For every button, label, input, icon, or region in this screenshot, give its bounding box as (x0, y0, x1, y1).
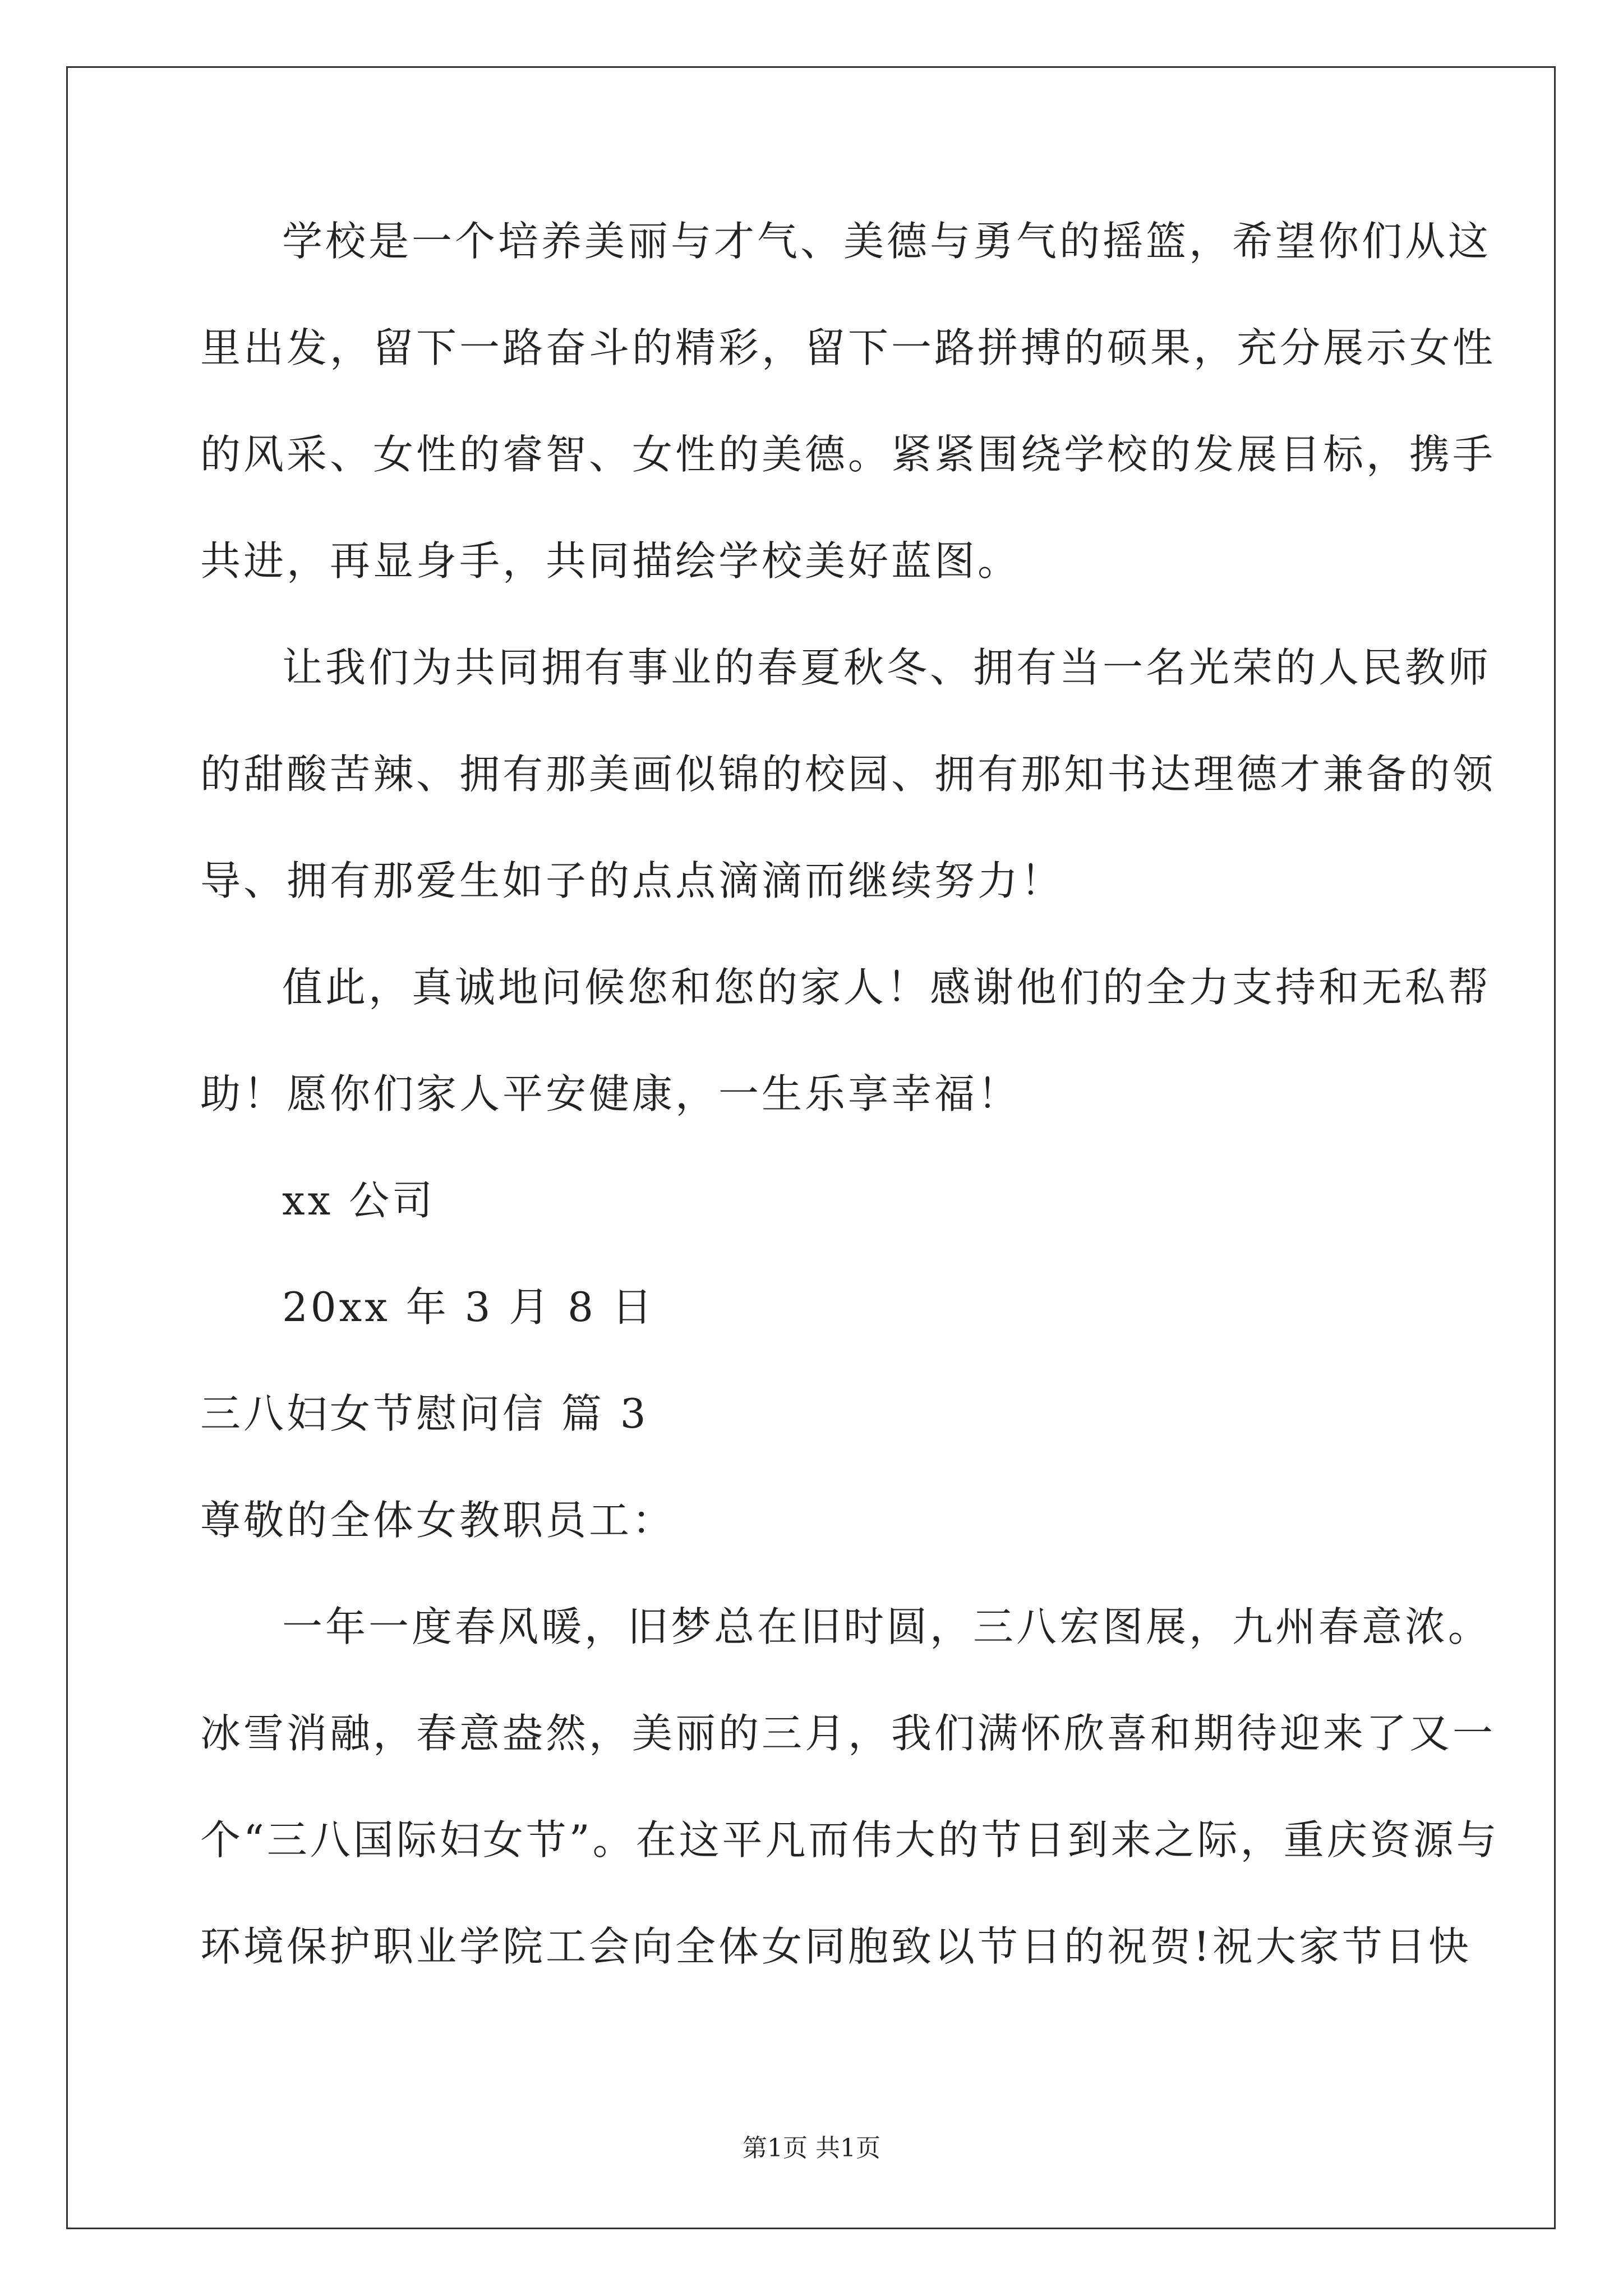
paragraph-line: 助！愿你们家人平安健康，一生乐享幸福！ (200, 1070, 1021, 1117)
signature-date: 20xx 年 3 月 8 日 (282, 1283, 655, 1331)
paragraph-line: 冰雪消融，春意盎然，美丽的三月，我们满怀欣喜和期待迎来了又一 (200, 1710, 1496, 1757)
paragraph-line: 让我们为共同拥有事业的春夏秋冬、拥有当一名光荣的人民教师 (282, 644, 1492, 691)
section-heading: 三八妇女节慰问信 篇 3 (200, 1390, 649, 1437)
paragraph-line: 的甜酸苦辣、拥有那美画似锦的校园、拥有那知书达理德才兼备的领 (200, 751, 1496, 798)
paragraph-line: 个“三八国际妇女节”。在这平凡而伟大的节日到来之际，重庆资源与 (200, 1816, 1500, 1864)
paragraph-line: 导、拥有那爱生如子的点点滴滴而继续努力！ (200, 857, 1064, 904)
paragraph-line: 一年一度春风暖，旧梦总在旧时圆，三八宏图展，九州春意浓。 (282, 1603, 1492, 1650)
paragraph-line: 里出发，留下一路奋斗的精彩，留下一路拼搏的硕果，充分展示女性 (200, 324, 1496, 371)
paragraph-line: 的风采、女性的睿智、女性的美德。紧紧围绕学校的发展目标，携手 (200, 431, 1496, 478)
paragraph-line: 环境保护职业学院工会向全体女同胞致以节日的祝贺!祝大家节日快 (200, 1923, 1472, 1970)
page-footer: 第1页 共1页 (743, 2134, 880, 2162)
page-border (66, 66, 1556, 2229)
salutation: 尊敬的全体女教职员工： (200, 1497, 676, 1544)
paragraph-line: 值此，真诚地问候您和您的家人！感谢他们的全力支持和无私帮 (282, 964, 1492, 1011)
signature-company: xx 公司 (282, 1177, 436, 1224)
paragraph-line: 共进，再显身手，共同描绘学校美好蓝图。 (200, 537, 1021, 585)
paragraph-line: 学校是一个培养美丽与才气、美德与勇气的摇篮，希望你们从这 (282, 218, 1492, 265)
